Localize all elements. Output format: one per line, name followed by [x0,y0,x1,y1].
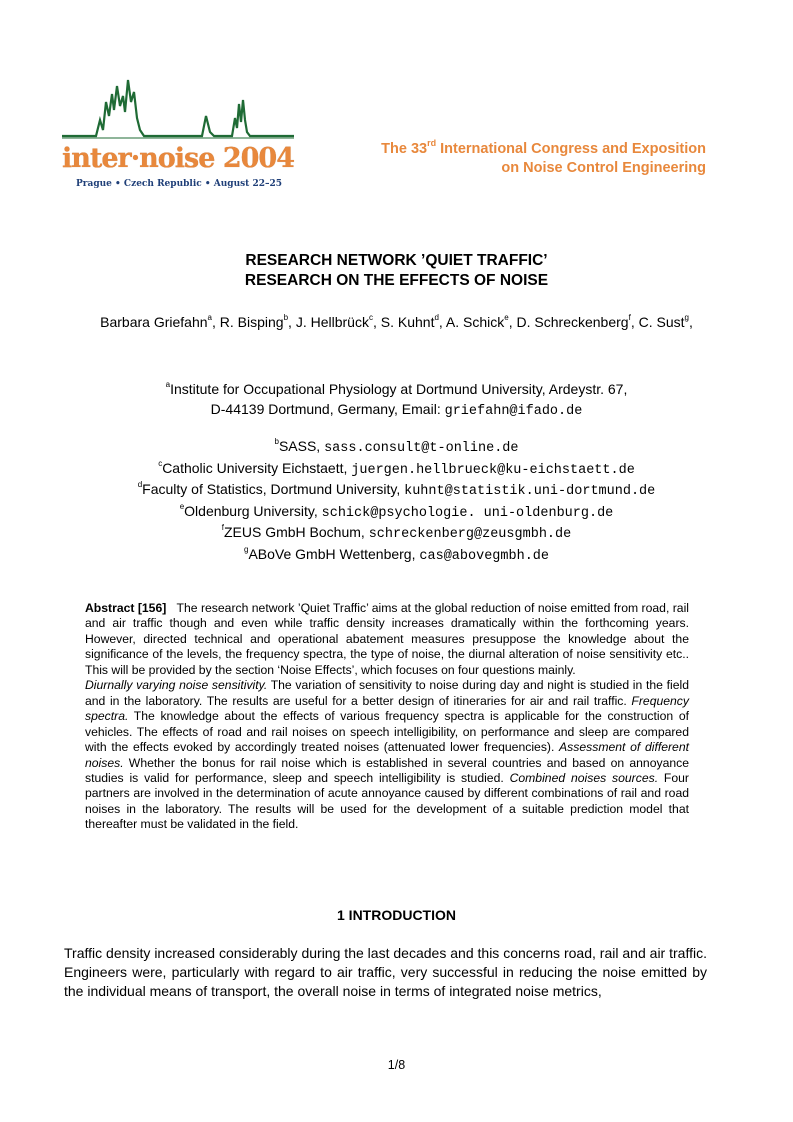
congress-line-1: The 33rd International Congress and Exposition [381,138,706,157]
abstract-topics: Diurnally varying noise sensitivity. The variation of sensitivity to noise during day and night is studied in the field and in the laboratory. The results are useful for a better design of itineraries for air and rail traffic. Frequency spectra. The knowledge about the effects of various frequency spectra is applicable for the construction of vehicles. The effects of road and rail noises on speech intelligibility, on performance and sleep are compared with the effects evoked by accordingly treated noises (attenuated lower frequencies). Assessment of different noises. Whether the bonus for rail noise which is established in several countries and based on annoyance studies is valid for performance, sleep and speech intelligibility is studied. Combined noises sources. Four partners are involved in the determination of acute annoyance caused by different combinations of rail and road noises in the laboratory. The results will be used for the development of a suitable prediction model that thereafter must be validated in the field. [85,678,689,832]
affiliation-c: $^c$Catholic University Eichstaett, juergen.hellbrueck@ku-eichstaett.de [158,458,635,478]
affiliation-a [0,380,793,421]
paragraph: Traffic density increased considerably during the last decades and this concerns road, rail and air traffic. Engineers were, particularly with regard to air traffic, very successful in reducing the noise emitted by the individual means of transport, the overall noise in terms of integrated noise metrics, [64,945,707,999]
section-body [64,944,707,1001]
logo-wordmark: inter·noise 2004 [62,143,294,174]
author: J. Hellbrück$^c$, [295,313,381,330]
affiliation-e: $^e$Oldenburg University, schick@psychologie. uni-oldenburg.de [179,501,614,521]
title-line-2: RESEARCH ON THE EFFECTS OF NOISE [244,272,549,289]
author-list [0,313,793,331]
email-link[interactable]: juergen.hellbrueck@ku-eichstaett.de [351,462,635,478]
author: A. Schick$^e$, [445,313,517,330]
affiliation-d: $^d$Faculty of Statistics, Dortmund University, kuhnt@statistik.uni-dortmund.de [137,480,656,499]
page-number: 1/8 [387,1058,406,1072]
email-link[interactable]: kuhnt@statistik.uni-dortmund.de [404,484,656,499]
author: S. Kuhnt$^d$, [380,313,446,330]
inter-noise-logo [62,72,294,194]
email-link[interactable]: cas@abovegmbh.de [419,548,550,564]
affiliation-f: $^f$ZEUS GmbH Bochum, schreckenberg@zeusgmbh.de [221,523,572,542]
author: Barbara Griefahn$^a$, [100,313,220,330]
congress-line-2: on Noise Control Engineering [501,160,706,176]
affiliation-list [0,437,793,566]
email-link[interactable]: schick@psychologie. uni-oldenburg.de [321,505,614,521]
author: C. Sust$^g$, [638,313,693,330]
section-heading: 1 INTRODUCTION [337,907,456,923]
email-link[interactable]: griefahn@ifado.de [444,403,583,419]
author: D. Schreckenberg$^f$, [516,313,639,330]
logo-subtitle: Prague • Czech Republic • August 22–25 [76,179,283,189]
author: R. Bisping$^b$, [219,313,296,330]
abstract-intro: Abstract [156] The research network ’Quiet Traffic’ aims at the global reduction of noise emitted from road, rail and air traffic though and even while traffic density increases dramatically within the forthcoming years. However, directed technical and operational abatement measures presuppose the knowledge about the significance of the levels, the frequency spectra, the type of noise, the diurnal alteration of noise sensitivity etc.. This will be provided by the section ‘Noise Effects’, which focuses on four questions mainly. [85,601,689,677]
email-link[interactable]: sass.consult@t-online.de [324,441,519,456]
title-line-1: RESEARCH NETWORK ’QUIET TRAFFIC’ [245,252,548,269]
affiliation-a-line-2: D-44139 Dortmund, Germany, Email: griefahn@ifado.de [210,400,583,419]
noise-waveform-graphic [62,72,294,150]
congress-heading [381,140,706,178]
abstract [85,601,689,833]
affiliation-g: $^g$ABoVe GmbH Wettenberg, cas@abovegmbh.de [243,544,550,564]
affiliation-b: $^b$SASS, sass.consult@t-online.de [274,437,519,456]
affiliation-a-line-1: $^a$Institute for Occupational Physiology at Dortmund University, Ardeystr. 67, [165,380,628,397]
abstract-label: Abstract [156] [85,601,167,615]
email-link[interactable]: schreckenberg@zeusgmbh.de [368,527,572,542]
paper-title [0,251,793,291]
